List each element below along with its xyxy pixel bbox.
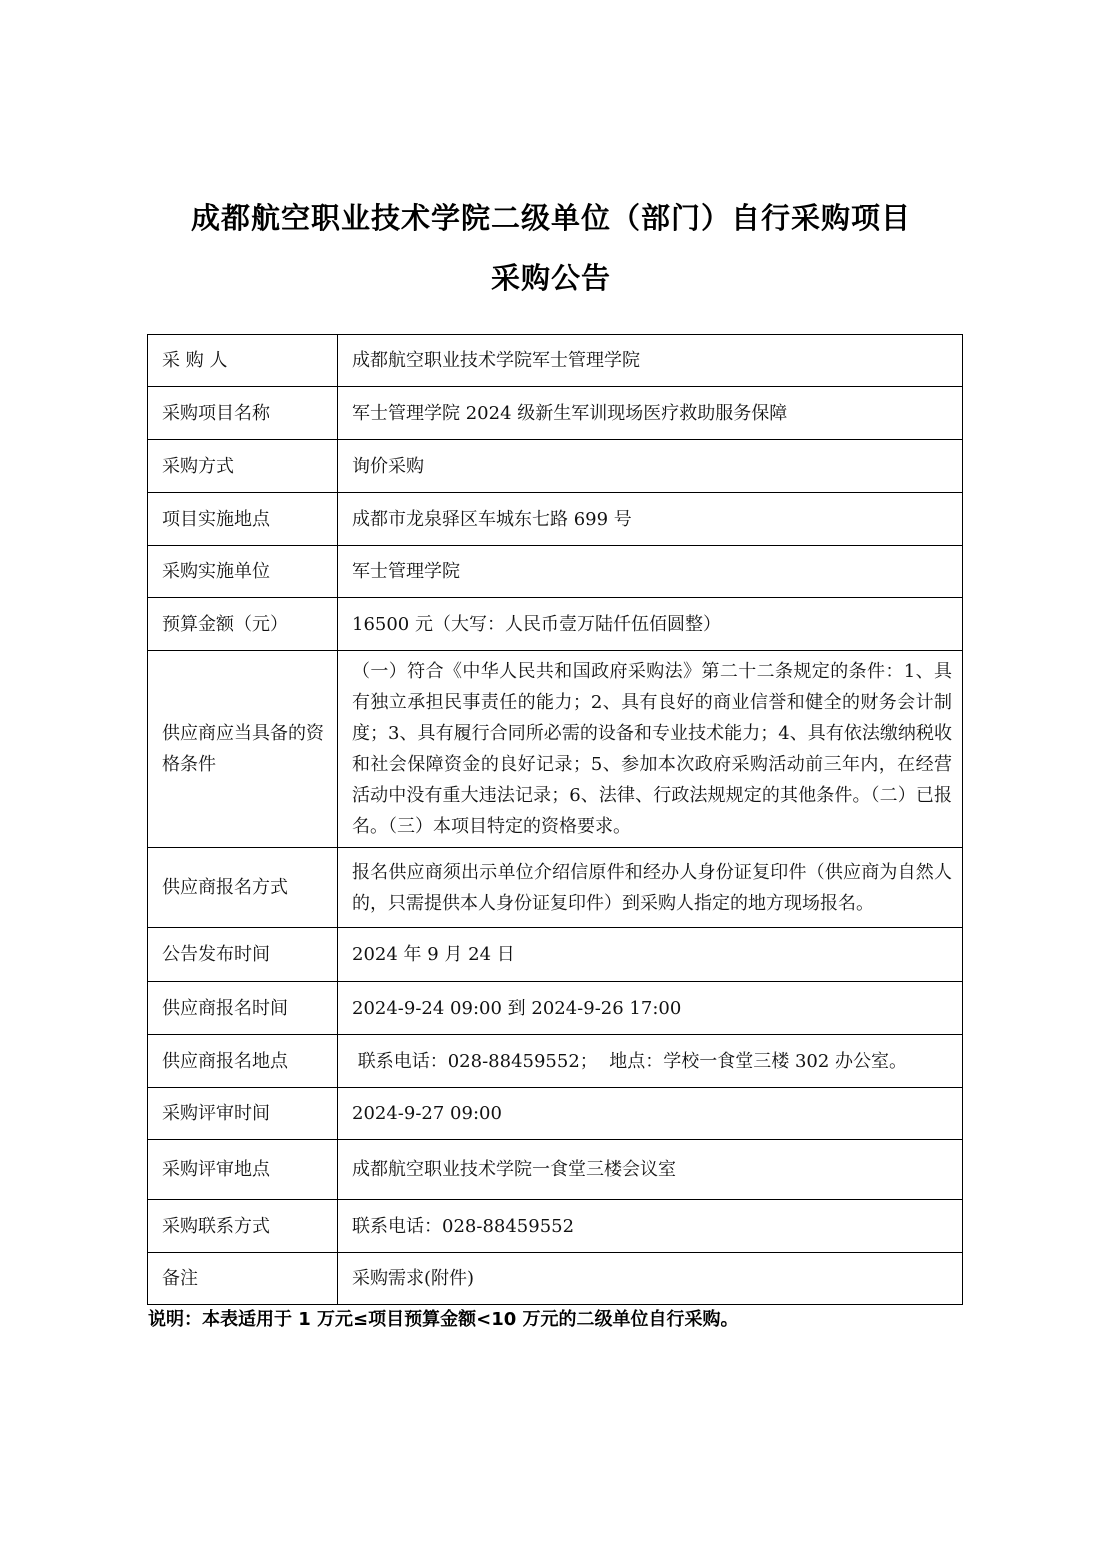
table-row-purchaser (148, 335, 963, 387)
row-value: （一）符合《中华人民共和国政府采购法》第二十二条规定的条件：1、具有独立承担民事责任的能力；2、具有良好的商业信誉和健全的财务会计制度；3、具有履行合同所必需的设备和专业技术能力；4、具有依法缴纳税收和社会保障资金的良好记录；5、参加本次政府采购活动前三年内，在经营活动中没有重大违法记录；6、法律、行政法规规定的其他条件。（二）已报名。（三）本项目特定的资格要求。 (338, 651, 963, 848)
row-value: 军士管理学院 2024 级新生军训现场医疗救助服务保障 (338, 387, 963, 440)
row-label: 采购项目名称 (148, 387, 338, 440)
row-value: 2024-9-27 09:00 (338, 1088, 963, 1140)
table-row-budget (148, 598, 963, 651)
table-row-publish-date (148, 928, 963, 982)
table-row-project-name (148, 387, 963, 440)
row-label: 采购联系方式 (148, 1200, 338, 1253)
table-row-registration-place (148, 1035, 963, 1088)
row-label: 采购评审时间 (148, 1088, 338, 1140)
procurement-info-table (147, 334, 963, 1305)
row-value: 联系电话：028-88459552 (338, 1200, 963, 1253)
row-label: 公告发布时间 (148, 928, 338, 982)
row-label: 供应商报名方式 (148, 848, 338, 928)
row-value: 成都市龙泉驿区车城东七路 699 号 (338, 493, 963, 546)
document-title: 成都航空职业技术学院二级单位（部门）自行采购项目 (190, 201, 911, 235)
document-subtitle: 采购公告 (490, 261, 611, 295)
table-row-registration-time (148, 982, 963, 1035)
row-label: 供应商报名时间 (148, 982, 338, 1035)
footnote: 说明：本表适用于 1 万元≤项目预算金额<10 万元的二级单位自行采购。 (148, 1309, 739, 1330)
row-label: 供应商应当具备的资格条件 (148, 651, 338, 848)
table-row-review-time (148, 1088, 963, 1140)
row-value: 询价采购 (338, 440, 963, 493)
table-row-contact (148, 1200, 963, 1253)
row-value: 成都航空职业技术学院一食堂三楼会议室 (338, 1140, 963, 1200)
row-value: 16500 元（大写：人民币壹万陆仟伍佰圆整） (338, 598, 963, 651)
table-row-remarks (148, 1253, 963, 1305)
row-label: 采购方式 (148, 440, 338, 493)
row-value: 军士管理学院 (338, 546, 963, 598)
table-row-registration-method (148, 848, 963, 928)
row-value: 联系电话：028-88459552； 地点：学校一食堂三楼 302 办公室。 (338, 1035, 963, 1088)
row-value: 2024-9-24 09:00 到 2024-9-26 17:00 (338, 982, 963, 1035)
row-label: 供应商报名地点 (148, 1035, 338, 1088)
table-row-implementing-unit (148, 546, 963, 598)
table-row-method (148, 440, 963, 493)
row-value: 成都航空职业技术学院军士管理学院 (338, 335, 963, 387)
row-label: 预算金额（元） (148, 598, 338, 651)
row-value: 2024 年 9 月 24 日 (338, 928, 963, 982)
row-label: 采购实施单位 (148, 546, 338, 598)
row-label: 采 购 人 (148, 335, 338, 387)
table-row-location (148, 493, 963, 546)
row-value: 采购需求(附件) (338, 1253, 963, 1305)
row-label: 备注 (148, 1253, 338, 1305)
row-label: 项目实施地点 (148, 493, 338, 546)
table-row-review-place (148, 1140, 963, 1200)
row-label: 采购评审地点 (148, 1140, 338, 1200)
table-row-qualifications (148, 651, 963, 848)
row-value: 报名供应商须出示单位介绍信原件和经办人身份证复印件（供应商为自然人的，只需提供本人身份证复印件）到采购人指定的地方现场报名。 (338, 848, 963, 928)
